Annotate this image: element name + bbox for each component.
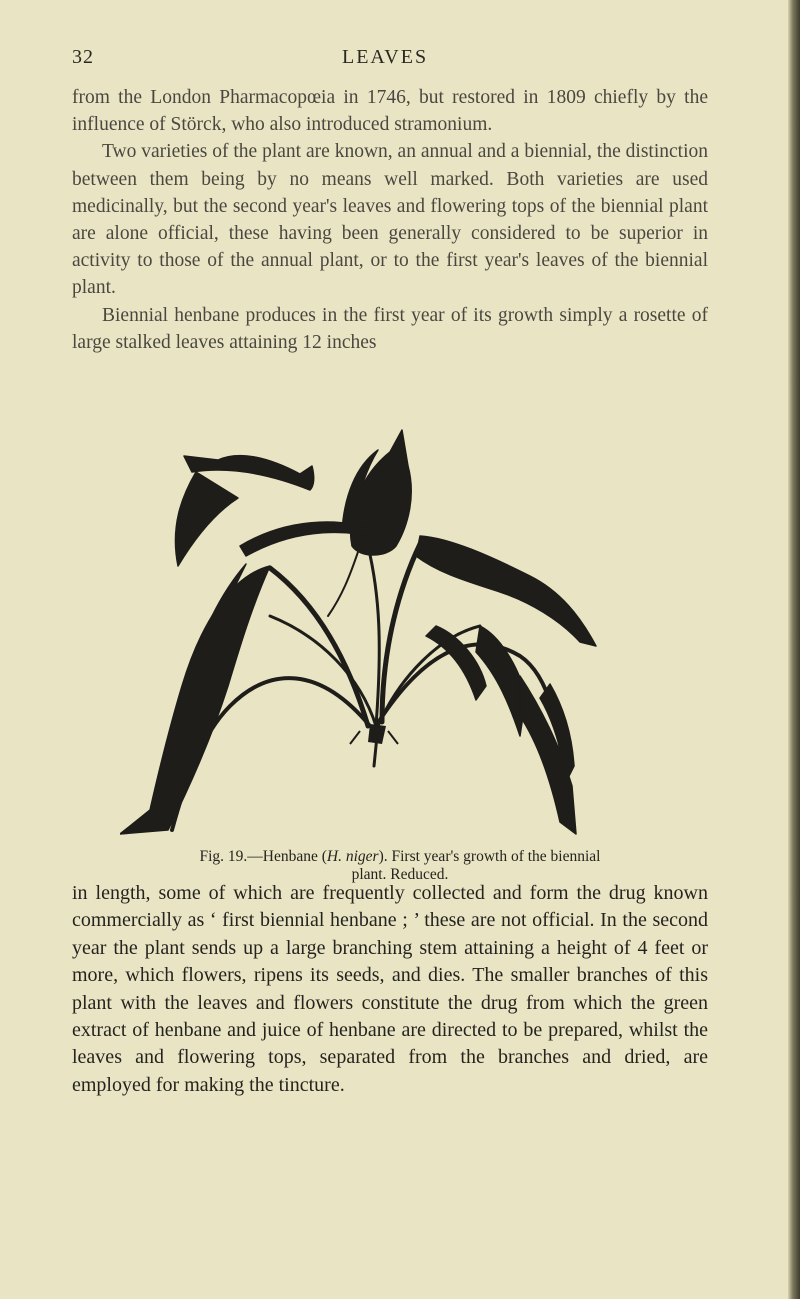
caption-species: H. niger	[326, 848, 379, 865]
paragraph-continued: from the London Pharmacopœia in 1746, but restored in 1809 chiefly by the influence of Störck, who also introduced stramonium.	[72, 87, 708, 136]
page-edge-shadow	[788, 0, 800, 1299]
caption-line2: plant. Reduced.	[351, 866, 449, 883]
body-text-top	[72, 84, 708, 356]
caption-label: Fig. 19.	[199, 848, 248, 865]
plant-drawing-icon	[120, 426, 600, 842]
paragraph-biennial: Biennial henbane produces in the first year of its growth simply a rosette of large stalked leaves attaining 12 inches	[72, 304, 708, 353]
paragraph-length: in length, some of which are frequently collected and form the drug known commercially as ‘ first biennial henbane ; ’ these are not official. In the second year the plant sends up a large branching stem attaining a height of 4 feet or more, which flowers, ripens its seeds, and dies. The smaller branches of this plant with the leaves and flowers constitute the drug from which the green extract of henbane and juice of henbane are directed to be prepared, whilst the leaves and flowering tops, separated from the branches and dried, are employed for making the tincture.	[72, 882, 708, 1096]
paragraph-varieties: Two varieties of the plant are known, an annual and a biennial, the distinction between them being by no means well marked. Both varieties are used medicinally, but the second year's leaves and flowering tops of the biennial plant are alone official, these having been generally considered to be superior in activity to those of the annual plant, or to the first year's leaves of the biennial plant.	[72, 141, 708, 299]
figure-caption	[90, 848, 710, 884]
caption-line1-rest: ). First year's growth of the biennial	[378, 848, 601, 865]
running-title: LEAVES	[342, 46, 429, 68]
running-header	[0, 46, 800, 74]
henbane-plant-illustration	[120, 426, 600, 842]
caption-prefix: —Henbane (	[247, 848, 327, 865]
page-number: 32	[72, 46, 94, 68]
body-text-bottom	[72, 880, 708, 1099]
